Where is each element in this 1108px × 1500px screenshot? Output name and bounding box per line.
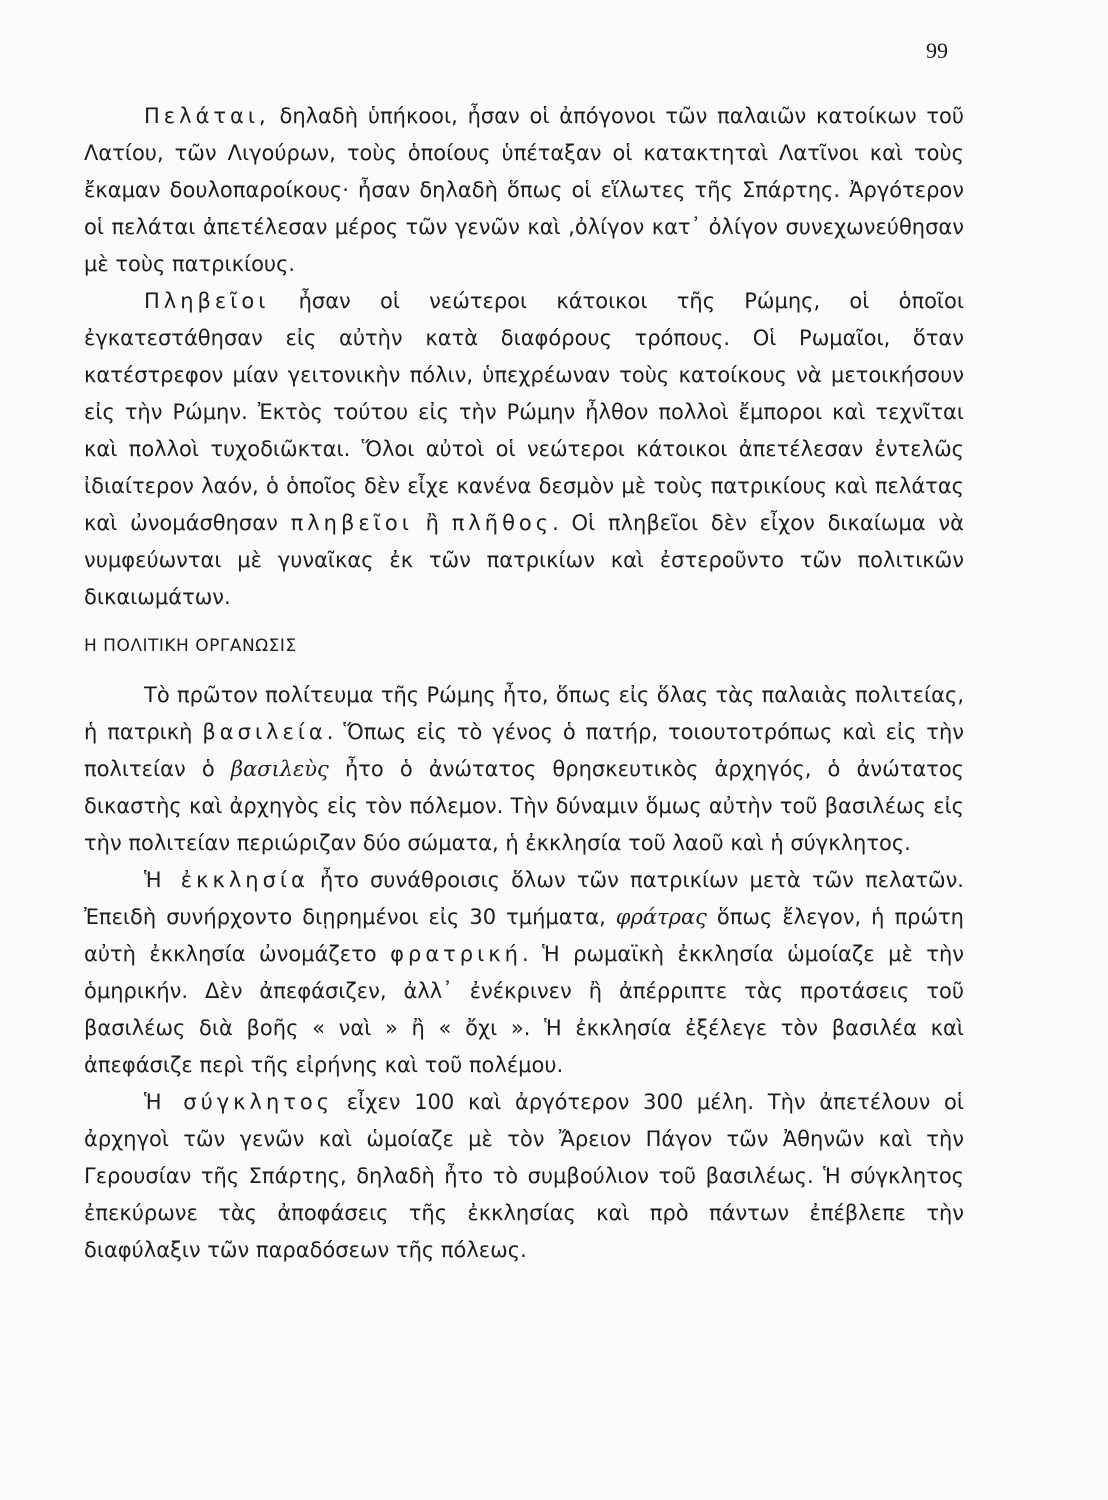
paragraph-plebeioi [84,283,964,616]
paragraph-politeuma [84,677,964,862]
body-text [84,98,964,1269]
paragraph-text: εἶχεν 100 καὶ ἀργότερον 300 μέλη. Τὴν ἀπετέλουν οἱ ἀρχηγοὶ τῶν γενῶν καὶ ὡμοίαζε μὲ τὸν Ἄρειον Πάγον τῶν Ἀθηνῶν καὶ τὴν Γερουσίαν τῆς Σπάρτης, δηλαδὴ ἦτο τὸ συμβούλιον τοῦ βασιλέως. Ἡ σύγκλητος ἐπεκύρωνε τὰς ἀποφάσεις τῆς ἐκκλησίας καὶ πρὸ πάντων ἐπέβλεπε τὴν διαφύλαξιν τῶν παραδόσεων τῆς πόλεως. [84,1090,964,1262]
paragraph-text: ἦτο ὁ ἀνώτατος θρησκευτικὸς ἀρχηγός, ὁ ἀνώτατος δικαστὴς καὶ ἀρχηγὸς εἰς τὸν πόλεμον. Τὴν δύναμιν ὅμως αὐτὴν τοῦ βασιλέως εἰς τὴν πολιτείαν περιώριζαν δύο σώματα, ἡ ἐκκλησία τοῦ λαοῦ καὶ ἡ σύγκλητος. [84,757,964,855]
paragraph-text: ὅπως ἔλεγον, ἡ πρώτη αὐτὴ ἐκκλησία ὠνομάζετο [84,905,964,966]
paragraph-ekklesia [84,862,964,1084]
italic-phratras: φράτρας [615,905,707,929]
paragraph-text: ἦσαν οἱ νεώτεροι κάτοικοι τῆς Ρώμης, οἱ ὁποῖοι ἐγκατεστάθησαν εἰς αὐτὴν κατὰ διαφόρους τρόπους. Οἱ Ρωμαῖοι, ὅταν κατέστρεφον μίαν γειτονικὴν πόλιν, ὑπεχρέωναν τοὺς κατοίκους νὰ μετοικήσουν εἰς τὴν Ρώμην. Ἐκτὸς τούτου εἰς τὴν Ρώμην ἦλθον πολλοὶ ἔμποροι καὶ τεχνῖται καὶ πολλοὶ τυχοδιῶκται. Ὅλοι αὐτοὶ οἱ νεώτεροι κάτοικοι ἀπετέλεσαν ἐντελῶς ἰδιαίτερον λαόν, ὁ ὁποῖος δὲν εἶχε κανένα δεσμὸν μὲ τοὺς πατρικίους καὶ πελάτας καὶ ὠνομάσθησαν [84,289,964,535]
italic-basileus: βασιλεὺς [230,757,329,781]
paragraph-text: ἦτο συνάθροισις ὅλων τῶν πατρικίων μετὰ τῶν πελατῶν. Ἐπειδὴ συνήρχοντο διῃρημένοι εἰς 30 τμήματα, [84,868,964,929]
term-pelatai: Πελάται, [144,104,270,128]
page-number: 99 [926,38,948,63]
term-basileia: βασιλεία [202,720,327,744]
paragraph-text: δηλαδὴ ὑπήκοοι, ἦσαν οἱ ἀπόγονοι τῶν παλαιῶν κατοίκων τοῦ Λατίου, τῶν Λιγούρων, τοὺς ὁποίους ὑπέταξαν οἱ κατακτηταὶ Λατῖνοι καὶ τοὺς ἔκαμαν δουλοπαροίκους· ἦσαν δηλαδὴ ὅπως οἱ εἵλωτες τῆς Σπάρτης. Ἀργότερον οἱ πελάται ἀπετέλεσαν μέρος τῶν γενῶν καὶ ,ὀλίγον κατ᾽ ὀλίγον συνεχωνεύθησαν μὲ τοὺς πατρικίους. [84,104,964,276]
paragraph-pelatai [84,98,964,283]
paragraph-text: Τὸ πρῶτον πολίτευμα τῆς Ρώμης ἦτο, ὅπως εἰς ὅλας τὰς παλαιὰς πολιτείας, ἡ πατρικὴ [84,683,964,744]
paragraph-synkletos [84,1084,964,1269]
term-plebeioi: Πληβεῖοι [144,289,270,313]
term-synkletos: Ἡ σύγκλητος [144,1090,334,1114]
paragraph-text: . Ὅπως εἰς τὸ γένος ὁ πατήρ, τοιουτοτρόπως καὶ εἰς τὴν πολιτείαν ὁ [84,720,964,781]
paragraph-text: . Ἡ ρωμαϊκὴ ἐκκλησία ὡμοίαζε μὲ τὴν ὁμηρικήν. Δὲν ἀπεφάσιζεν, ἀλλ᾽ ἐνέκρινεν ἢ ἀπέρριπτε τὰς προτάσεις τοῦ βασιλέως διὰ βοῆς « ναὶ » ἢ « ὄχι ». Ἡ ἐκκλησία ἐξέλεγε τὸν βασιλέα καὶ ἀπεφάσιζε περὶ τῆς εἰρήνης καὶ τοῦ πολέμου. [84,942,964,1077]
term-phratrike: φρατρική [390,942,522,966]
term-plethos: πλῆθος [451,511,553,535]
section-heading: Η ΠΟΛΙΤΙΚΗ ΟΡΓΑΝΩΣΙΣ [84,636,297,656]
paragraph-text: . Οἱ πληβεῖοι δὲν εἶχον δικαίωμα νὰ νυμφεύωνται μὲ γυναῖκας ἐκ τῶν πατρικίων καὶ ἐστεροῦντο τῶν πολιτικῶν δικαιωμάτων. [84,511,964,609]
term-ekklesia: Ἡ ἐκκλησία [144,868,309,892]
term-plebeioi-2: πληβεῖοι [290,511,413,535]
paragraph-text: ἢ [412,511,452,535]
